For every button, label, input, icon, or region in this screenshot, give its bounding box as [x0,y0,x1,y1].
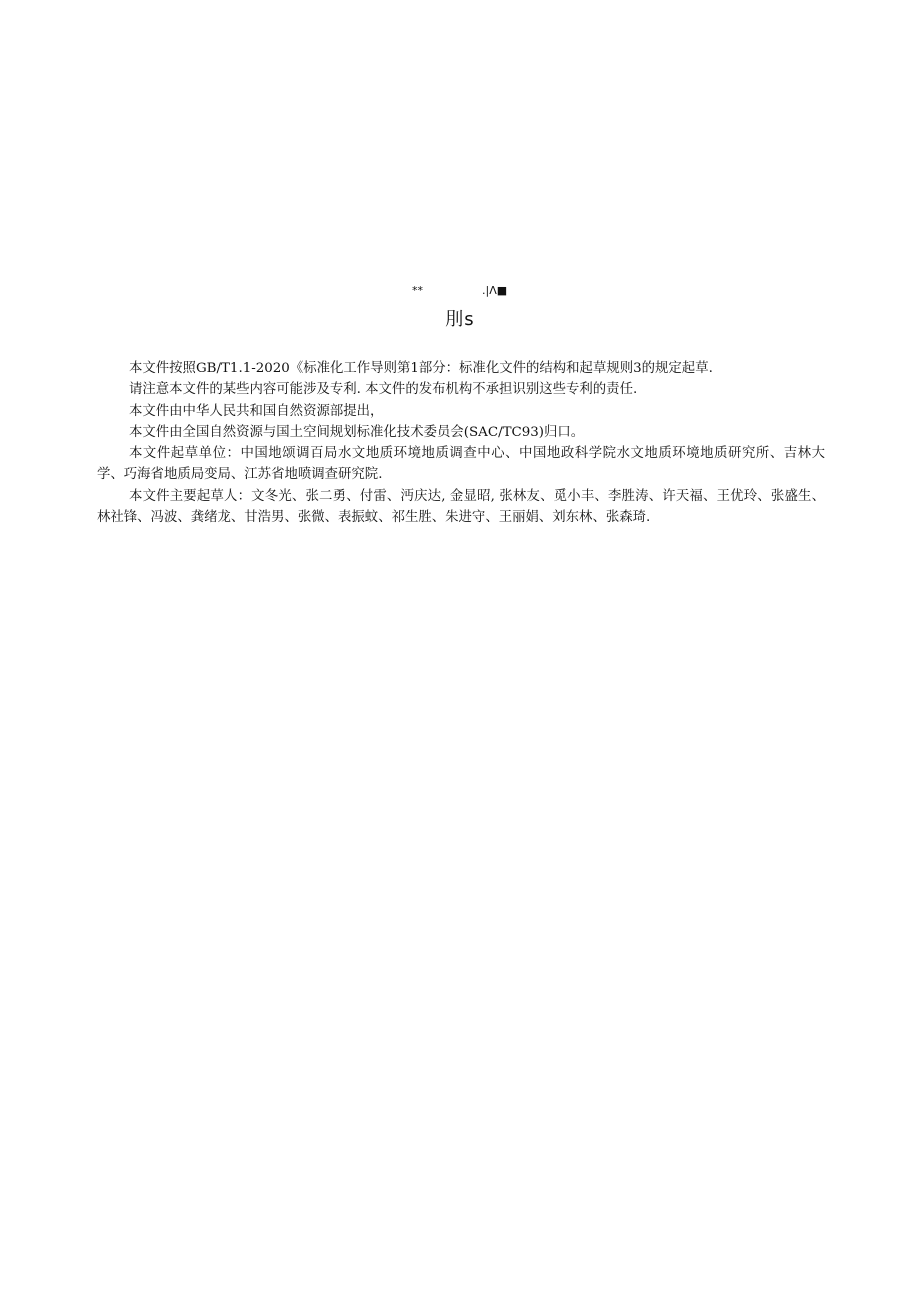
header-mark-right: .|Λ■ [482,284,508,297]
section-title: 刖s [445,309,475,330]
paragraph-drafting-rules: 本文件按照GB/T1.1-2020《标准化工作导则第1部分：标准化文件的结构和起草规则3的规定起草. [129,361,713,376]
paragraph-proposer: 本文件由中华人民共和国自然资源部提出， [129,403,384,419]
header-marks [0,284,920,300]
paragraph-patent-notice: 请注意本文件的某些内容可能涉及专利. 本文件的发布机构不承担识别这些专利的责任. [129,382,638,398]
foreword-body [97,358,825,528]
header-mark-left: ** [412,284,423,297]
paragraph-drafters: 本文件主要起草人：文冬光、张二勇、付雷、沔庆达, 金显昭, 张林友、觅小丰、李胜涛、许天福、王优玲、张盛生、林社锋、冯波、龚绪龙、甘浩男、张微、表振蚊、祁生胜、朱进守、王丽娟、刘东林、张森琦. [97,488,825,526]
paragraph-committee: 本文件由全国自然资源与国土空间规划标准化技术委员会(SAC/TC93)归口。 [129,424,585,440]
paragraph-drafting-units: 本文件起草单位：中国地颂调百局水文地质环境地质调查中心、中国地政科学院水文地质环境地质研究所、吉林大学、巧海省地质局变局、江苏省地喷调查研究院. [97,446,825,483]
